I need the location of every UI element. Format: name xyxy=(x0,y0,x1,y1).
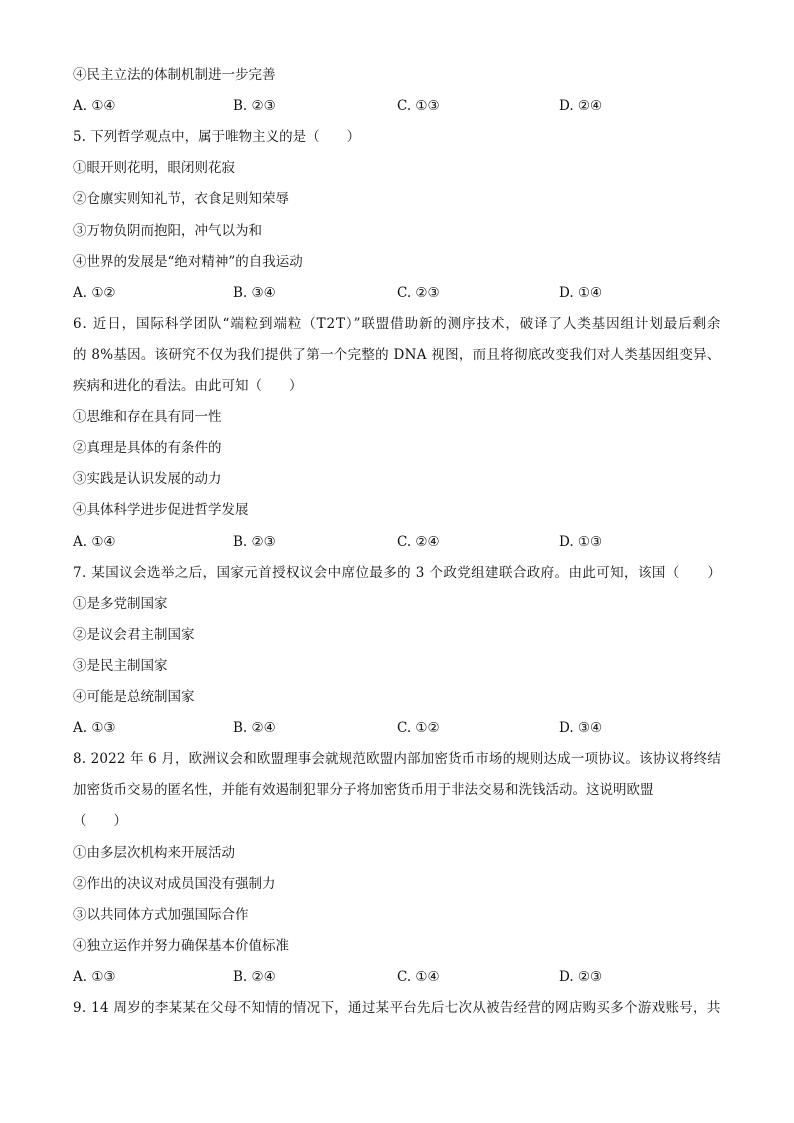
answer-option: D. ②④ xyxy=(559,98,603,115)
answer-option: B. ②④ xyxy=(233,968,276,985)
text-line: ④独立运作并努力确保基本价值标准 xyxy=(73,937,289,954)
text-line: ①思维和存在具有同一性 xyxy=(73,409,222,426)
answer-option: B. ②③ xyxy=(233,533,276,550)
answer-option: D. ③④ xyxy=(559,720,603,737)
text-line: 8. 2022 年 6 月，欧洲议会和欧盟理事会就规范欧盟内部加密货币市场的规则达成一项协议。该协议将终结 xyxy=(73,751,721,768)
text-line: （ ） xyxy=(73,813,127,830)
answer-option: C. ①③ xyxy=(397,98,440,115)
text-line: ②仓廪实则知礼节，衣食足则知荣辱 xyxy=(73,191,289,208)
text-line: ①眼开则花明，眼闭则花寂 xyxy=(73,160,235,177)
text-line: ①是多党制国家 xyxy=(73,595,168,612)
text-line: 加密货币交易的匿名性，并能有效遏制犯罪分子将加密货币用于非法交易和洗钱活动。这说明欧盟 xyxy=(73,782,654,799)
text-line: 5. 下列哲学观点中，属于唯物主义的是（ ） xyxy=(73,129,361,146)
text-line: ②作出的决议对成员国没有强制力 xyxy=(73,875,276,892)
text-line: 7. 某国议会选举之后，国家元首授权议会中席位最多的 3 个政党组建联合政府。由此可知，该国（ ） xyxy=(73,564,722,581)
answer-option: A. ①④ xyxy=(73,98,116,115)
text-line: ④具体科学进步促进哲学发展 xyxy=(73,502,249,519)
text-line: ②是议会君主制国家 xyxy=(73,626,195,643)
text-line: 的 8%基因。该研究不仅为我们提供了第一个完整的 DNA 视图，而且将彻底改变我们对人类基因组变异、 xyxy=(73,346,721,363)
text-line: 6. 近日，国际科学团队“端粒到端粒（T2T）”联盟借助新的测序技术，破译了人类基因组计划最后剩余 xyxy=(73,315,722,332)
text-line: ③是民主制国家 xyxy=(73,657,168,674)
text-line: ④可能是总统制国家 xyxy=(73,689,195,705)
answer-option: D. ①④ xyxy=(559,284,603,301)
answer-option: C. ①④ xyxy=(397,968,440,985)
answer-option: C. ②③ xyxy=(397,284,440,301)
text-line: ①由多层次机构来开展活动 xyxy=(73,844,235,861)
answer-option: B. ③④ xyxy=(233,284,276,301)
text-line: ③实践是认识发展的动力 xyxy=(73,471,222,488)
answer-option: A. ①③ xyxy=(73,968,116,985)
text-line: ③以共同体方式加强国际合作 xyxy=(73,906,249,923)
text-line: ③万物负阴而抱阳，冲气以为和 xyxy=(73,222,262,239)
answer-option: C. ②④ xyxy=(397,533,440,550)
answer-option: A. ①③ xyxy=(73,720,116,737)
text-line: 9. 14 周岁的李某某在父母不知情的情况下，通过某平台先后七次从被告经营的网店购买多个游戏账号，共 xyxy=(73,1000,721,1016)
answer-option: D. ②③ xyxy=(559,968,603,985)
answer-option: D. ①③ xyxy=(559,533,603,550)
text-line: ②真理是具体的有条件的 xyxy=(73,440,222,457)
answer-option: A. ①④ xyxy=(73,533,116,550)
answer-option: C. ①② xyxy=(397,720,440,737)
answer-option: B. ②③ xyxy=(233,98,276,115)
answer-option: A. ①② xyxy=(73,284,116,301)
text-line: ④世界的发展是“绝对精神”的自我运动 xyxy=(73,253,303,270)
text-line: ④民主立法的体制机制进一步完善 xyxy=(73,67,276,83)
text-line: 疾病和进化的看法。由此可知（ ） xyxy=(73,378,303,394)
answer-option: B. ②④ xyxy=(233,720,276,737)
